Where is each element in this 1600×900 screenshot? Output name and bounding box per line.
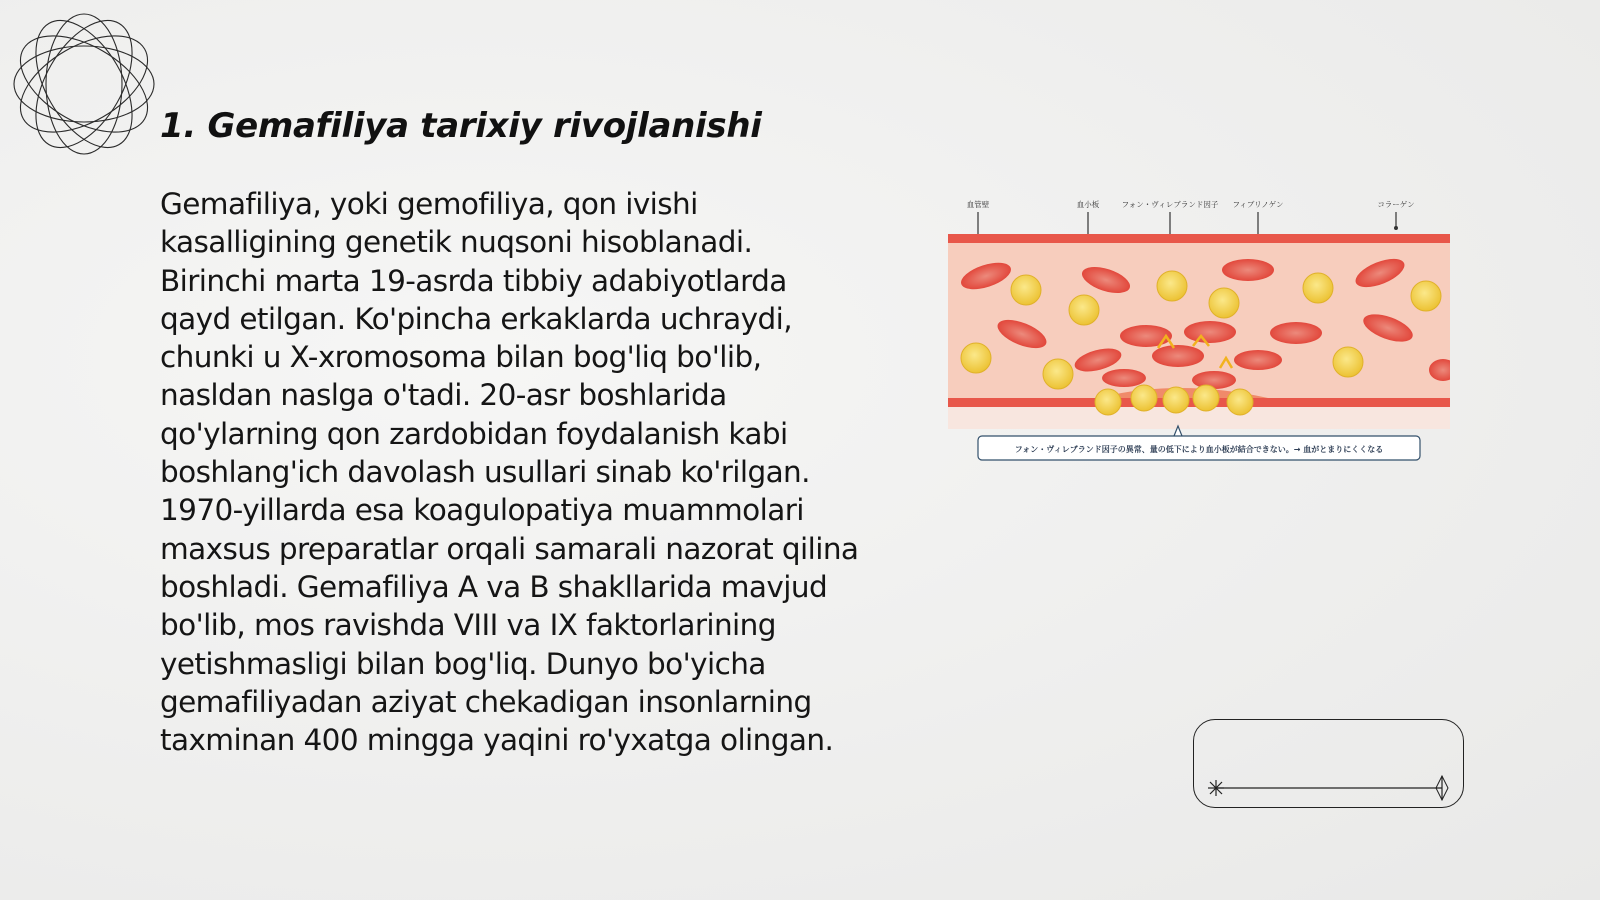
slide-title: 1. Gemafiliya tarixiy rivojlanishi	[160, 106, 762, 146]
decorative-frame	[1193, 719, 1464, 808]
label-platelet: 血小板	[1076, 200, 1100, 209]
label-vwf: フォン・ヴィレブランド因子	[1121, 200, 1219, 209]
blood-vessel-illustration	[948, 198, 1450, 470]
illustration-caption: フォン・ヴィレブランド因子の異常、量の低下により血小板が結合できない。→ 血がとまりにくくなる	[1014, 445, 1384, 454]
label-fibrinogen: フィブリノゲン	[1232, 200, 1284, 209]
slide-body-text: Gemafiliya, yoki gemofiliya, qon ivishi kasalligining genetik nuqsoni hisoblanadi. Birinchi marta 19-asrda tibbiy adabiyotlarda qayd etilgan. Ko'pincha erkaklarda uchraydi, chunki u X-xromosoma bilan bog'liq bo'lib, nasldan naslga o'tadi. 20-asr boshlarida qo'ylarning qon zardobidan foydalanish kabi boshlang'ich davolash usullari sinab ko'rilgan. 1970-yillarda esa koagulopatiya muammolari maxsus preparatlar orqali samarali nazorat qilina boshladi. Gemafiliya A va B shakllarida mavjud bo'lib, mos ravishda VIII va IX faktorlarining yetishmasligi bilan bog'liq. Dunyo bo'yicha gemafiliyadan aziyat chekadigan insonlarning taxminan 400 mingga yaqini ro'yxatga olingan.	[160, 187, 859, 758]
label-collagen: コラーゲン	[1377, 200, 1415, 209]
decorative-orb-icon	[10, 10, 158, 158]
sparkle-line-icon	[1194, 720, 1465, 809]
label-vessel-wall: 血管壁	[966, 200, 990, 209]
